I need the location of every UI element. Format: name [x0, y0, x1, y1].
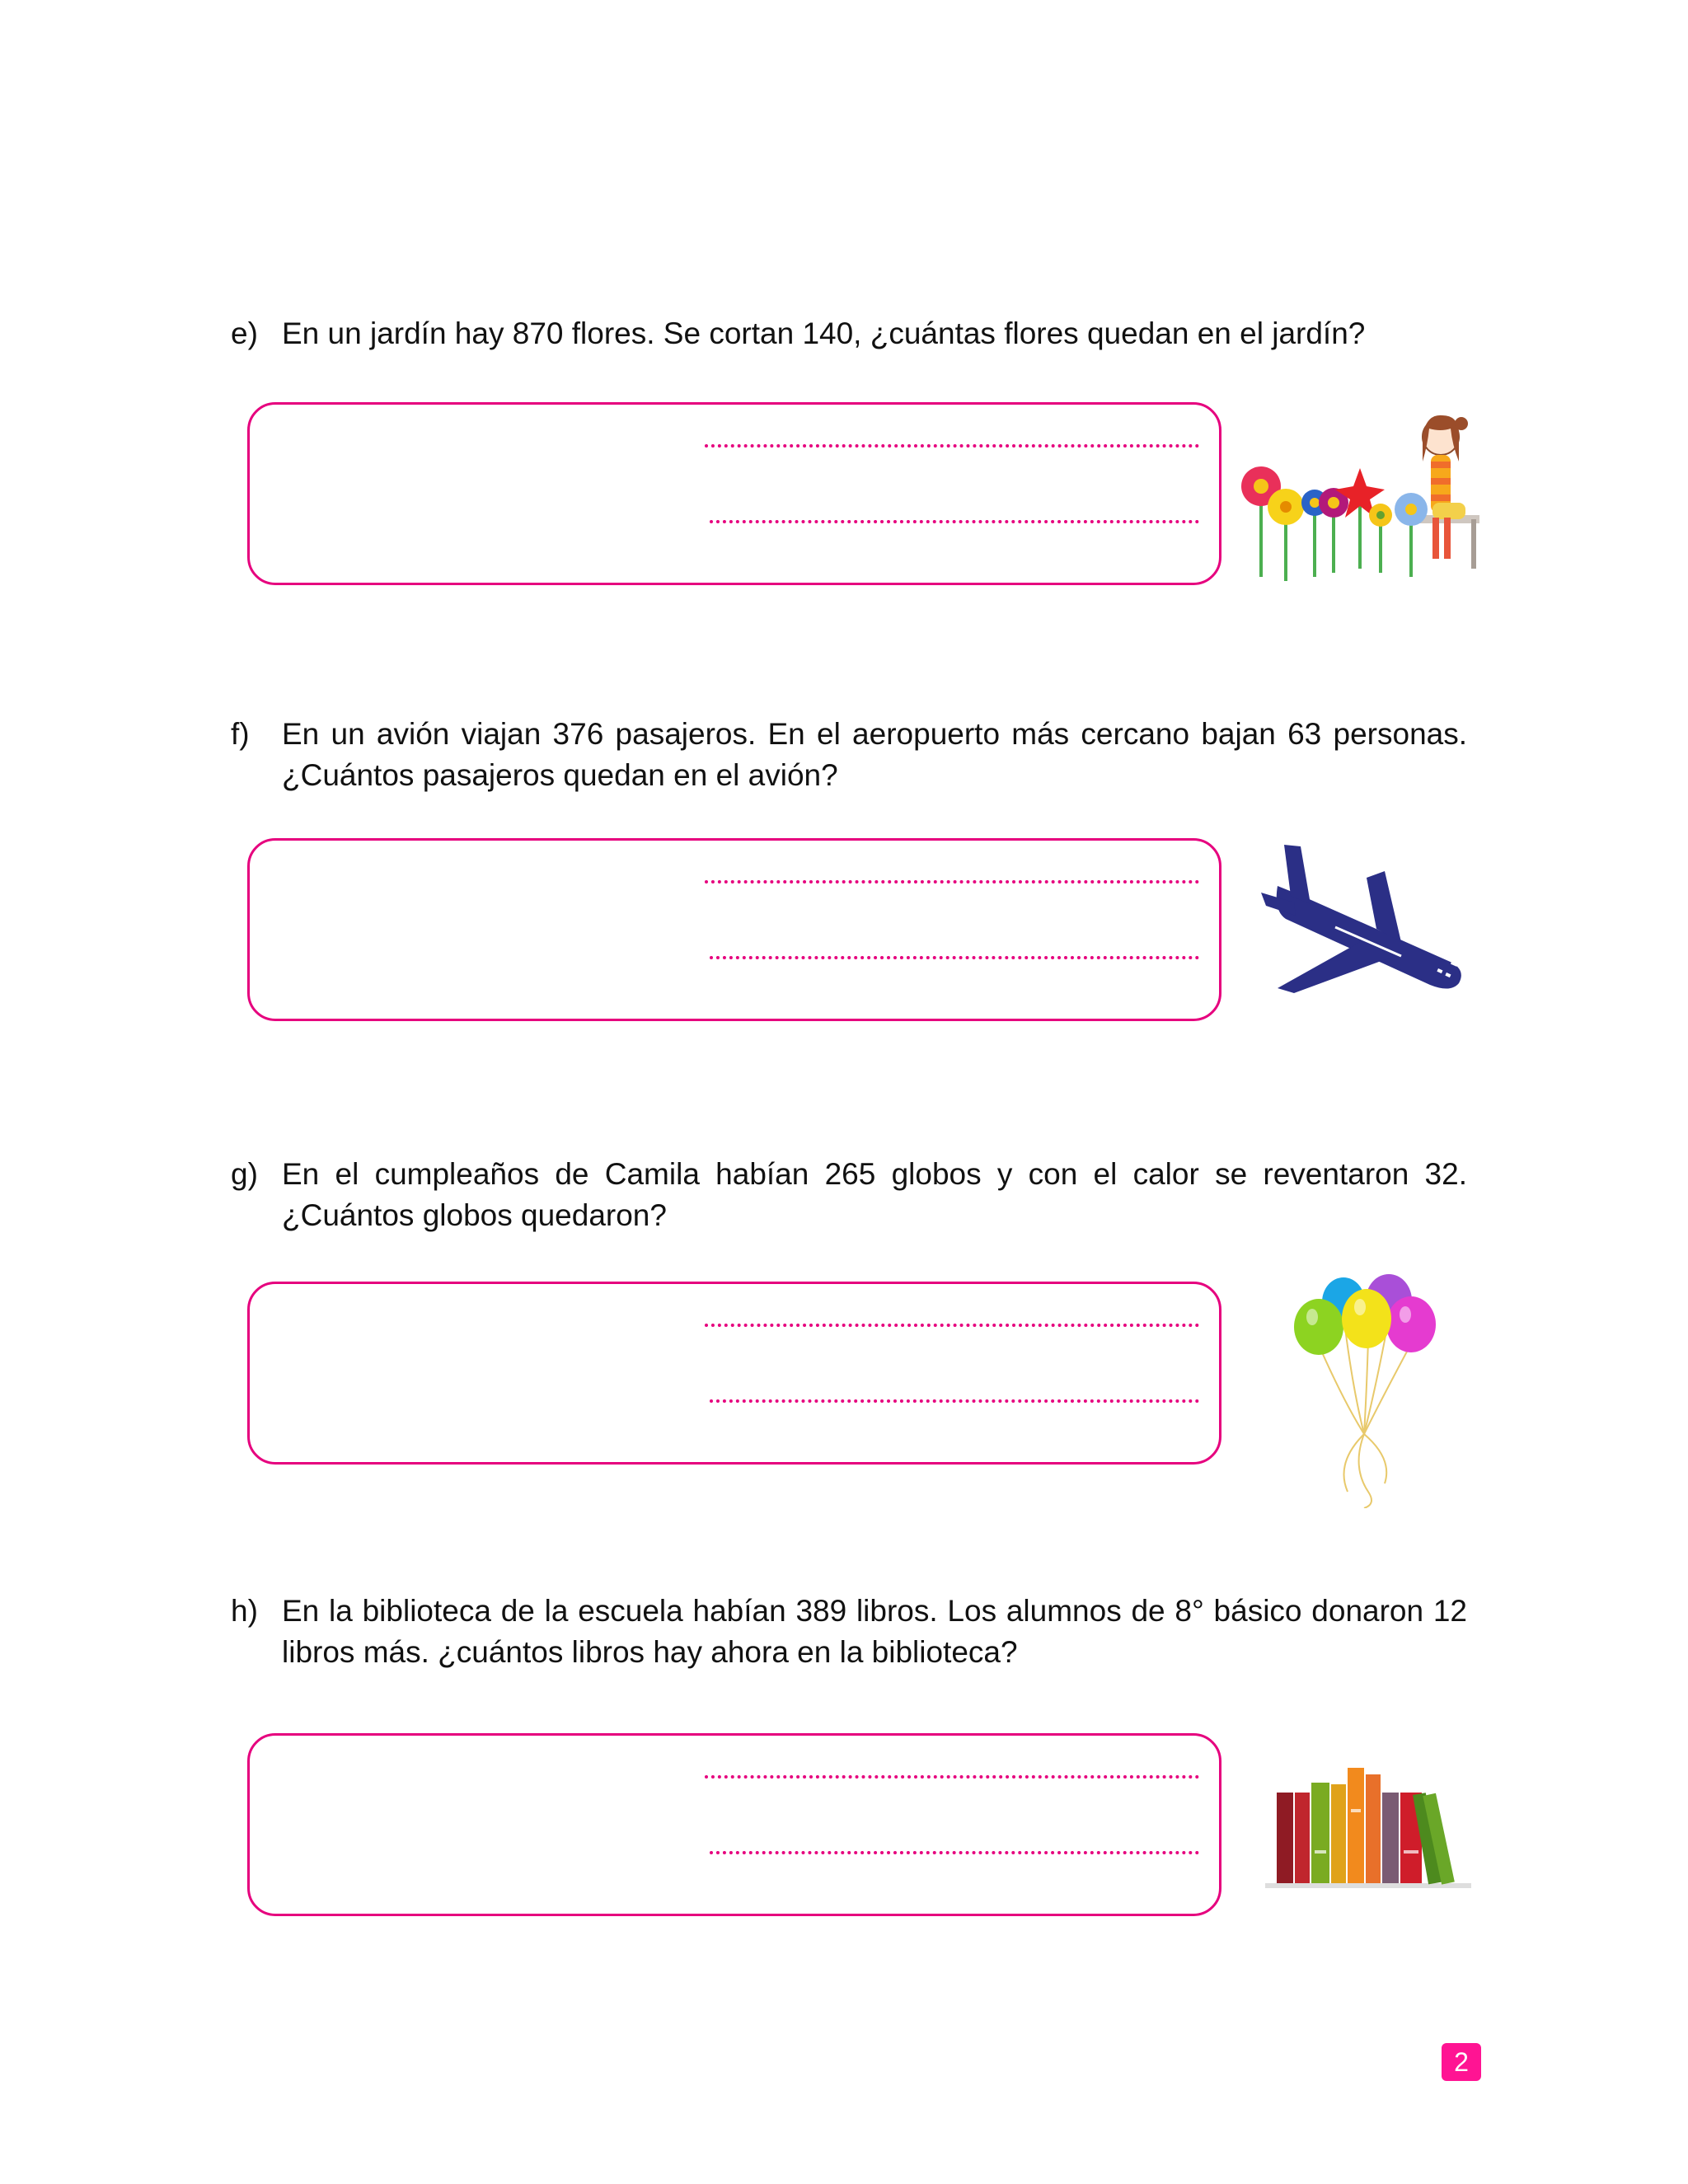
answer-line[interactable] — [705, 1324, 1199, 1327]
answer-line[interactable] — [710, 1851, 1199, 1854]
problem-e — [231, 313, 1467, 354]
answer-box-e[interactable] — [247, 402, 1221, 585]
answer-box-h[interactable] — [247, 1733, 1221, 1916]
problem-text: En un avión viajan 376 pasajeros. En el aeropuerto más cercano bajan 63 personas. ¿Cuántos pasajeros quedan en el avión? — [282, 717, 1467, 792]
airplane-icon — [1261, 837, 1475, 1001]
answer-box-g[interactable] — [247, 1282, 1221, 1465]
problem-letter: g) — [231, 1157, 258, 1191]
problem-text: En el cumpleaños de Camila habían 265 globos y con el calor se reventaron 32. ¿Cuántos globos quedaron? — [282, 1157, 1467, 1232]
problem-g — [231, 1154, 1467, 1236]
balloons-icon — [1286, 1269, 1451, 1508]
problem-h — [231, 1591, 1467, 1673]
answer-line[interactable] — [710, 956, 1199, 959]
answer-line[interactable] — [705, 444, 1199, 448]
answer-line[interactable] — [705, 1775, 1199, 1779]
problem-f — [231, 714, 1467, 796]
flowers-girl-icon — [1236, 404, 1500, 585]
problem-letter: f) — [231, 717, 250, 751]
problem-text: En la biblioteca de la escuela habían 389 libros. Los alumnos de 8° básico donaron 12 libros más. ¿cuántos libros hay ahora en la biblioteca? — [282, 1594, 1467, 1669]
answer-line[interactable] — [710, 1399, 1199, 1403]
problem-letter: e) — [231, 316, 258, 350]
books-icon — [1265, 1760, 1479, 1891]
answer-box-f[interactable] — [247, 838, 1221, 1021]
problem-text: En un jardín hay 870 flores. Se cortan 140, ¿cuántas flores quedan en el jardín? — [282, 316, 1366, 350]
page-number-badge: 2 — [1442, 2043, 1481, 2081]
answer-line[interactable] — [710, 520, 1199, 523]
problem-letter: h) — [231, 1594, 258, 1628]
answer-line[interactable] — [705, 880, 1199, 883]
